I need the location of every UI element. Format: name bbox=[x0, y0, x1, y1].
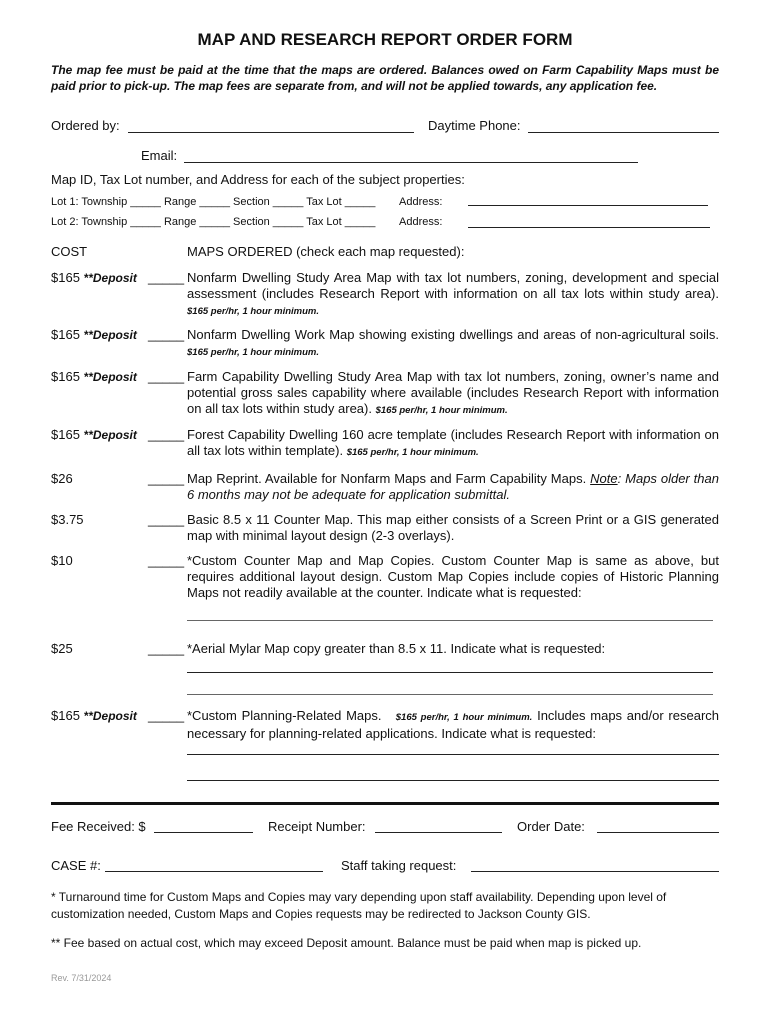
lot-2-address-field[interactable] bbox=[468, 227, 710, 228]
fee-received-field[interactable] bbox=[154, 832, 253, 833]
item-description: Farm Capability Dwelling Study Area Map with tax lot numbers, zoning, owner’s name and potential gross sales capability where available (includes Research Report with information on all tax lots within study area). $165 per/hr, 1 hour minimum. bbox=[187, 369, 719, 416]
item-cost: $25 bbox=[51, 641, 73, 656]
item-cost: $165 **Deposit bbox=[51, 427, 137, 442]
item-check-blank[interactable]: _____ bbox=[148, 512, 185, 527]
email-field[interactable] bbox=[184, 162, 638, 163]
item-cost: $165 **Deposit bbox=[51, 369, 137, 384]
case-label: CASE #: bbox=[51, 858, 101, 873]
item-check-blank[interactable]: _____ bbox=[148, 427, 185, 442]
item-cost: $165 **Deposit bbox=[51, 327, 137, 342]
request-line[interactable] bbox=[187, 754, 719, 755]
item-description: Nonfarm Dwelling Work Map showing existing dwellings and areas of non-agricultural soils. $165 per/hr, 1 hour minimum. bbox=[187, 327, 719, 358]
staff-field[interactable] bbox=[471, 871, 719, 872]
request-line[interactable] bbox=[187, 694, 713, 695]
lot-1-label: Lot 1: Township _____ Range _____ Section _____ Tax Lot _____ bbox=[51, 196, 376, 208]
item-check-blank[interactable]: _____ bbox=[148, 270, 185, 285]
form-title: MAP AND RESEARCH REPORT ORDER FORM bbox=[197, 30, 573, 49]
item-check-blank[interactable]: _____ bbox=[148, 471, 185, 486]
request-line[interactable] bbox=[187, 672, 713, 673]
item-cost: $165 **Deposit bbox=[51, 708, 137, 723]
item-check-blank[interactable]: _____ bbox=[148, 708, 185, 723]
item-cost: $3.75 bbox=[51, 512, 84, 527]
item-cost: $10 bbox=[51, 553, 73, 568]
item-description: *Aerial Mylar Map copy greater than 8.5 x 11. Indicate what is requested: bbox=[187, 641, 606, 656]
daytime-phone-field[interactable] bbox=[528, 132, 719, 133]
item-description: Map Reprint. Available for Nonfarm Maps and Farm Capability Maps. Note: Maps older than 6 months may not be adequate for application submittal. bbox=[187, 471, 719, 502]
email-label: Email: bbox=[141, 148, 178, 163]
item-description: Basic 8.5 x 11 Counter Map. This map either consists of a Screen Print or a GIS generated map with minimal layout design (2-3 overlays). bbox=[187, 512, 719, 543]
lot-2-label: Lot 2: Township _____ Range _____ Section _____ Tax Lot _____ bbox=[51, 216, 376, 228]
item-check-blank[interactable]: _____ bbox=[148, 641, 185, 656]
custom-maps-note: * Turnaround time for Custom Maps and Copies may vary depending upon staff availability. Depending upon level of customization needed, Custom Maps and Copies requests may be redirected to Jackson County GIS. bbox=[51, 890, 667, 921]
receipt-number-field[interactable] bbox=[375, 832, 502, 833]
fee-received-label: Fee Received: $ bbox=[51, 819, 146, 834]
item-description: *Custom Planning-Related Maps. $165 per/hr, 1 hour minimum. Includes maps and/or research necessary for planning-related applications. Indicate what is requested: bbox=[187, 708, 720, 741]
item-cost: $26 bbox=[51, 471, 73, 486]
daytime-phone-label: Daytime Phone: bbox=[428, 118, 521, 133]
ordered-by-field[interactable] bbox=[128, 132, 414, 133]
revision-date: Rev. 7/31/2024 bbox=[51, 973, 112, 983]
cost-header: COST bbox=[51, 244, 88, 259]
request-line[interactable] bbox=[187, 780, 719, 781]
ordered-by-label: Ordered by: bbox=[51, 118, 120, 133]
item-cost: $165 **Deposit bbox=[51, 270, 137, 285]
staff-label: Staff taking request: bbox=[341, 858, 457, 873]
item-check-blank[interactable]: _____ bbox=[148, 369, 185, 384]
item-check-blank[interactable]: _____ bbox=[148, 553, 185, 568]
maps-ordered-header: MAPS ORDERED (check each map requested): bbox=[187, 244, 465, 259]
request-line[interactable] bbox=[187, 620, 713, 621]
item-description: Forest Capability Dwelling 160 acre template (includes Research Report with information on all tax lots within template). $165 per/hr, 1 hour minimum. bbox=[187, 427, 719, 458]
lot-1-address-field[interactable] bbox=[468, 205, 708, 206]
item-description: Nonfarm Dwelling Study Area Map with tax lot numbers, zoning, development and special assessment (includes Research Report with information on all tax lots within study area). $165 per/hr, 1 hour minimum. bbox=[187, 270, 719, 317]
item-description: *Custom Counter Map and Map Copies. Custom Counter Map is same as above, but requires additional layout design. Custom Map Copies include copies of Historic Planning Maps not readily available at the counter. Indicate what is requested: bbox=[187, 553, 719, 600]
item-check-blank[interactable]: _____ bbox=[148, 327, 185, 342]
intro-paragraph: The map fee must be paid at the time that the maps are ordered. Balances owed on Farm Capability Maps must be paid prior to pick-up. The map fees are separate from, and will not be applied towards, any application fee. bbox=[51, 63, 719, 93]
case-field[interactable] bbox=[105, 871, 323, 872]
properties-heading: Map ID, Tax Lot number, and Address for each of the subject properties: bbox=[51, 172, 465, 187]
deposit-note: ** Fee based on actual cost, which may exceed Deposit amount. Balance must be paid when map is picked up. bbox=[51, 936, 642, 950]
lot-1-address-label: Address: bbox=[399, 196, 443, 208]
order-date-field[interactable] bbox=[597, 832, 719, 833]
section-divider bbox=[51, 802, 719, 805]
receipt-number-label: Receipt Number: bbox=[268, 819, 366, 834]
lot-2-address-label: Address: bbox=[399, 216, 443, 228]
order-date-label: Order Date: bbox=[517, 819, 585, 834]
